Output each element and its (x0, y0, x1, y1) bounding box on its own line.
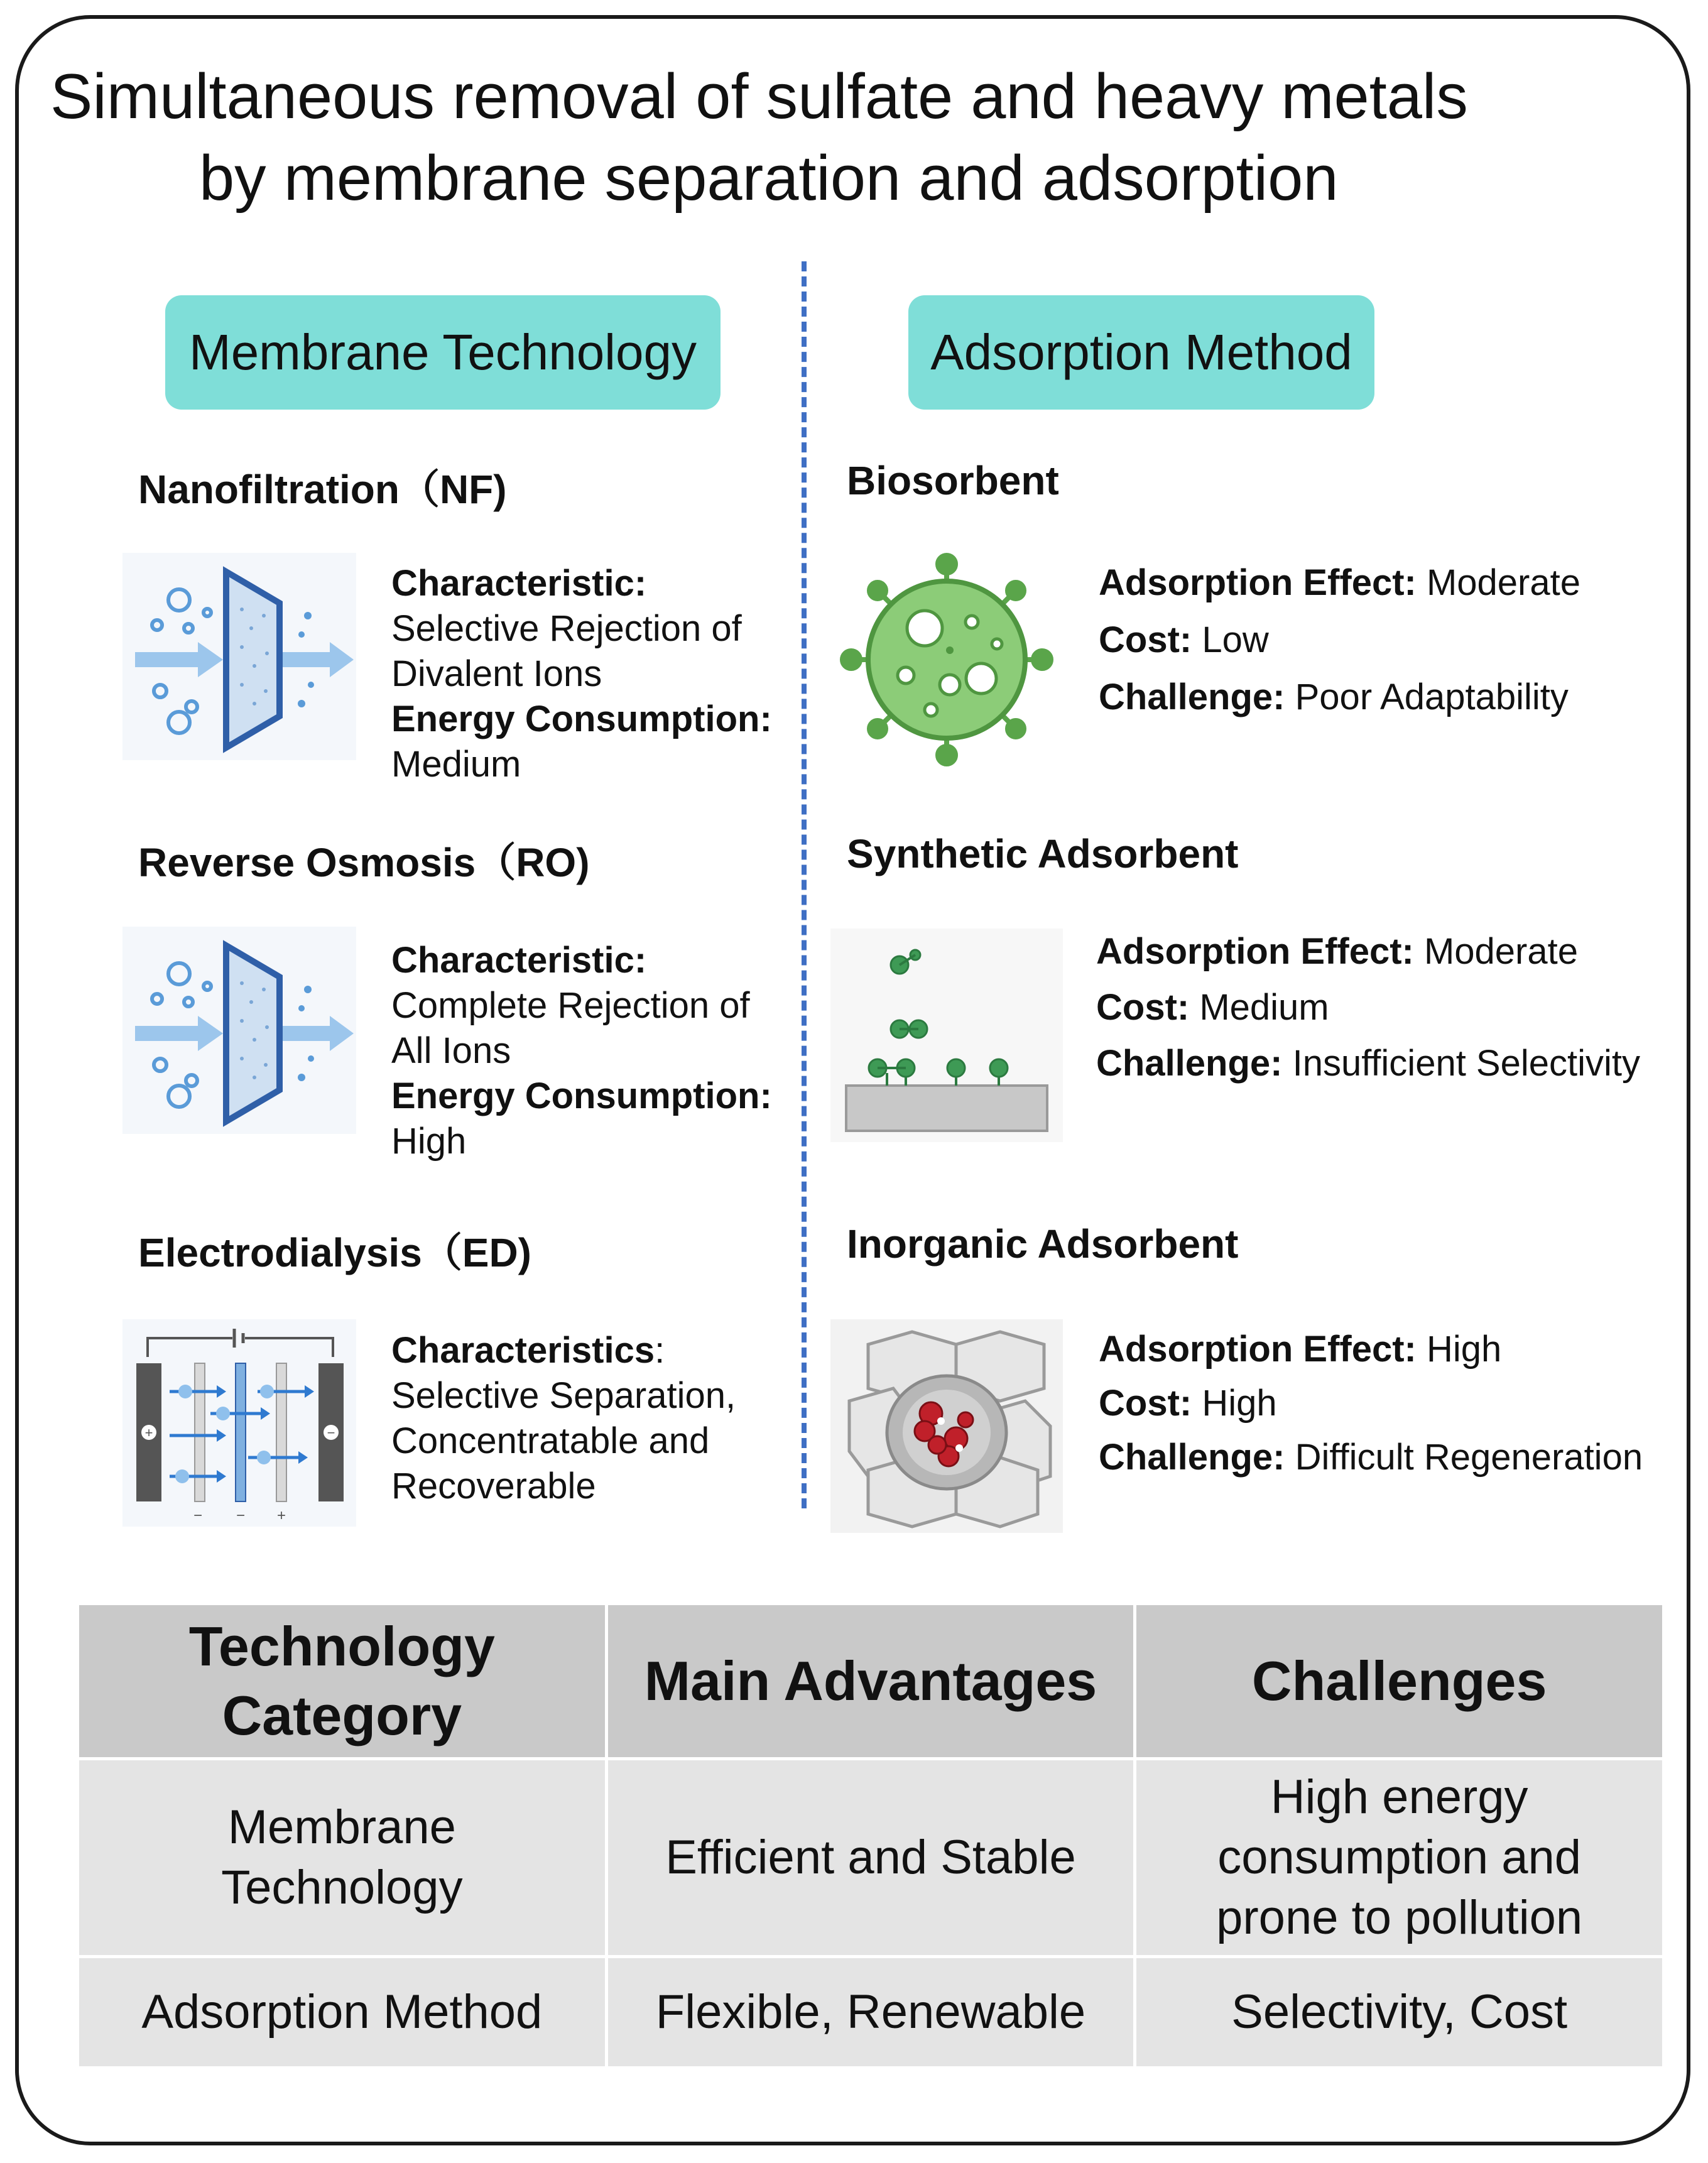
biosorbent-challenge-label: Challenge: (1099, 677, 1285, 717)
inorganic-effect-value: High (1416, 1329, 1502, 1370)
ro-characteristic-label: Characteristic: (391, 940, 647, 981)
inorganic-challenge-value: Difficult Regeneration (1285, 1437, 1643, 1478)
synthetic-cost-row (1096, 979, 1640, 1035)
nf-characteristic-label: Characteristic: (391, 563, 647, 604)
synthetic-adsorbent-surface-icon (830, 929, 1063, 1142)
nf-characteristic-line: Divalent Ions (391, 653, 602, 694)
inorganic-adsorbent-description (1099, 1322, 1643, 1485)
membrane-sign: − (193, 1507, 203, 1524)
ed-characteristic-label: Characteristics (391, 1330, 655, 1371)
nanofiltration-title: Nanofiltration（NF) (138, 467, 507, 512)
biosorbent-cost-label: Cost: (1099, 619, 1192, 660)
synthetic-challenge-row (1096, 1035, 1640, 1091)
table-row (78, 1957, 1664, 2068)
biosorbent-title: Biosorbent (847, 458, 1059, 503)
electrodialysis-title: Electrodialysis（ED) (138, 1230, 531, 1275)
electrodialysis-description (391, 1328, 736, 1509)
biosorbent-effect-label: Adsorption Effect: (1099, 562, 1417, 603)
ro-characteristic-line: All Ions (391, 1030, 511, 1071)
membrane-filter-icon-svg (122, 927, 356, 1134)
synthetic-cost-label: Cost: (1096, 987, 1190, 1028)
ed-characteristic-colon: : (655, 1330, 665, 1371)
membrane-filter-icon (122, 553, 356, 760)
biosorbent-description (1099, 554, 1580, 726)
ed-characteristic-line: Concentratable and (391, 1420, 710, 1461)
inorganic-cost-label: Cost: (1099, 1383, 1192, 1424)
title-line-2: by membrane separation and adsorption (199, 143, 1339, 214)
membrane-sign: + (276, 1507, 286, 1524)
inorganic-cost-row (1099, 1376, 1643, 1430)
ed-characteristic-line: Selective Separation, (391, 1375, 736, 1416)
inorganic-adsorbent-title: Inorganic Adsorbent (847, 1221, 1239, 1267)
comparison-table (76, 1602, 1665, 2069)
electrodialysis-cell-icon-svg (122, 1319, 356, 1527)
ed-characteristic-label-row (391, 1328, 736, 1373)
adsorption-method-header: Adsorption Method (908, 295, 1374, 410)
biosorbent-cost-row (1099, 611, 1580, 668)
table-header-row (78, 1604, 1664, 1759)
inorganic-effect-label: Adsorption Effect: (1099, 1329, 1417, 1370)
biosorbent-cell-icon-svg (830, 553, 1063, 766)
synthetic-adsorbent-title: Synthetic Adsorbent (847, 831, 1239, 876)
inorganic-cost-value: High (1192, 1383, 1277, 1424)
synthetic-challenge-label: Challenge: (1096, 1043, 1283, 1084)
column-divider (802, 261, 807, 1508)
inorganic-challenge-row (1099, 1430, 1643, 1485)
inorganic-effect-row (1099, 1322, 1643, 1376)
anode-sign: + (144, 1425, 153, 1441)
zeolite-framework-icon-svg (830, 1319, 1063, 1533)
title-line-1: Simultaneous removal of sulfate and heavy metals (50, 62, 1468, 132)
zeolite-framework-icon (830, 1319, 1063, 1533)
electrodialysis-cell-icon (122, 1319, 356, 1527)
reverse-osmosis-title: Reverse Osmosis（RO) (138, 840, 590, 885)
membrane-filter-icon-svg (122, 553, 356, 760)
biosorbent-effect-value: Moderate (1416, 562, 1581, 603)
table-cell: High energy consumption and prone to pollution (1135, 1759, 1664, 1957)
cathode-sign: − (327, 1425, 335, 1441)
ro-characteristic-line: Complete Rejection of (391, 985, 750, 1026)
table-cell: Selectivity, Cost (1135, 1957, 1664, 2068)
ro-energy-label: Energy Consumption: (391, 1076, 772, 1116)
column-header-technology-category: Technology Category (78, 1604, 607, 1759)
inorganic-challenge-label: Challenge: (1099, 1437, 1285, 1478)
table-cell: Flexible, Renewable (606, 1957, 1135, 2068)
synthetic-adsorbent-surface-icon-svg (830, 929, 1063, 1142)
table-row (78, 1759, 1664, 1957)
synthetic-challenge-value: Insufficient Selectivity (1282, 1043, 1641, 1084)
column-header-main-advantages: Main Advantages (606, 1604, 1135, 1759)
synthetic-effect-row (1096, 923, 1640, 979)
ed-characteristic-line: Recoverable (391, 1466, 596, 1506)
biosorbent-challenge-row (1099, 668, 1580, 726)
column-header-challenges: Challenges (1135, 1604, 1664, 1759)
synthetic-adsorbent-description (1096, 923, 1640, 1091)
biosorbent-challenge-value: Poor Adaptability (1285, 677, 1569, 717)
table-cell: Adsorption Method (78, 1957, 607, 2068)
nf-energy-value: Medium (391, 744, 521, 785)
biosorbent-cell-icon (830, 553, 1063, 766)
nanofiltration-description (391, 561, 772, 787)
membrane-technology-header: Membrane Technology (165, 295, 721, 410)
nf-characteristic-line: Selective Rejection of (391, 608, 742, 649)
reverse-osmosis-description (391, 938, 772, 1164)
synthetic-effect-label: Adsorption Effect: (1096, 931, 1414, 972)
biosorbent-effect-row (1099, 554, 1580, 611)
membrane-sign: − (236, 1507, 246, 1524)
nf-energy-label: Energy Consumption: (391, 699, 772, 739)
synthetic-effect-value: Moderate (1413, 931, 1579, 972)
ro-energy-value: High (391, 1121, 467, 1162)
membrane-filter-icon (122, 927, 356, 1134)
synthetic-cost-value: Medium (1189, 987, 1329, 1028)
table-cell: Membrane Technology (78, 1759, 607, 1957)
table-cell: Efficient and Stable (606, 1759, 1135, 1957)
biosorbent-cost-value: Low (1192, 619, 1269, 660)
